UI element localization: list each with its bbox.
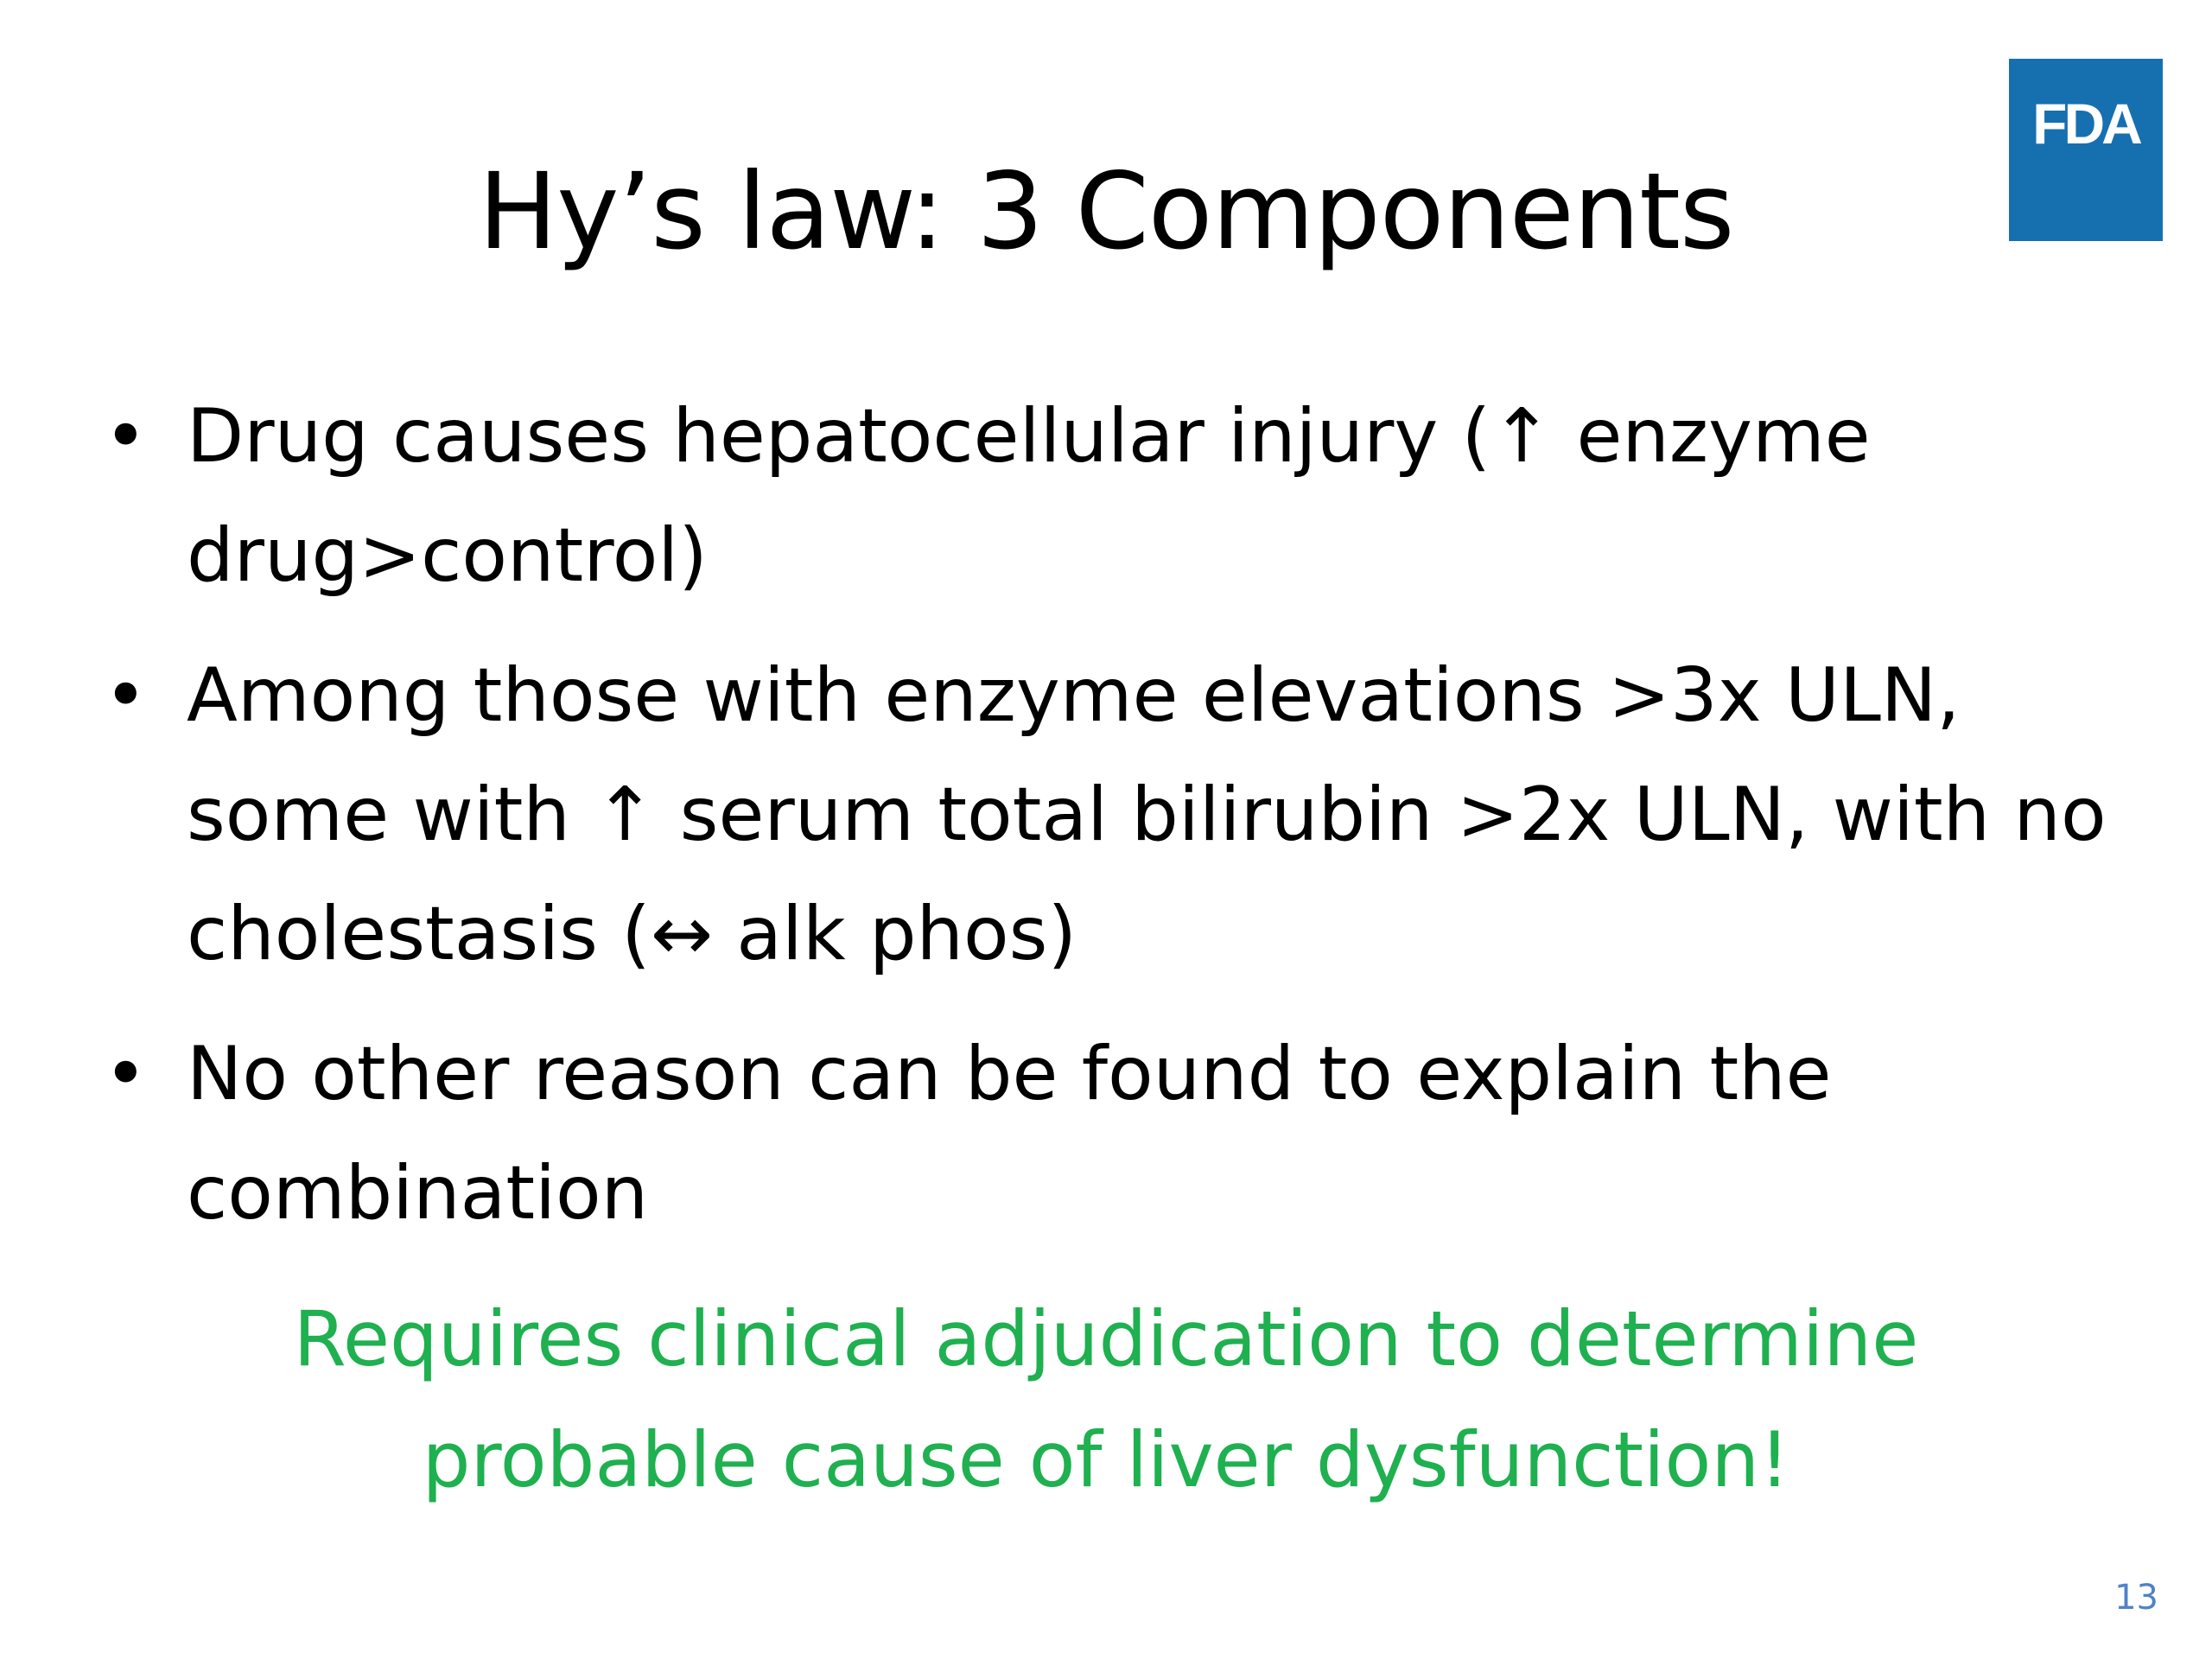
bullet-marker: • xyxy=(104,652,148,739)
bullet-item-2 xyxy=(104,636,2117,994)
bullet-item-1 xyxy=(104,377,2117,615)
bullet-text: No other reason can be found to explain the combination xyxy=(187,1031,1832,1236)
bullet-item-3 xyxy=(104,1014,2117,1253)
page-number: 13 xyxy=(2114,1578,2158,1618)
bullet-text: Drug causes hepatocellular injury (↑ enzyme drug>control) xyxy=(187,393,1871,599)
bullet-marker: • xyxy=(104,393,148,480)
note-line-1: Requires clinical adjudication to determine xyxy=(293,1294,1919,1383)
bullet-text: Among those with enzyme elevations >3x ULN, some with ↑ serum total bilirubin >2x ULN, with no cholestasis (↔ alk phos) xyxy=(187,652,2107,977)
bullet-list xyxy=(104,377,2117,1274)
fda-logo-text: FDA xyxy=(2032,92,2139,156)
adjudication-note xyxy=(0,1279,2212,1521)
note-line-2: probable cause of liver dysfunction! xyxy=(422,1415,1790,1504)
slide-title: Hy’s law: 3 Components xyxy=(478,150,1734,273)
bullet-marker: • xyxy=(104,1031,148,1117)
